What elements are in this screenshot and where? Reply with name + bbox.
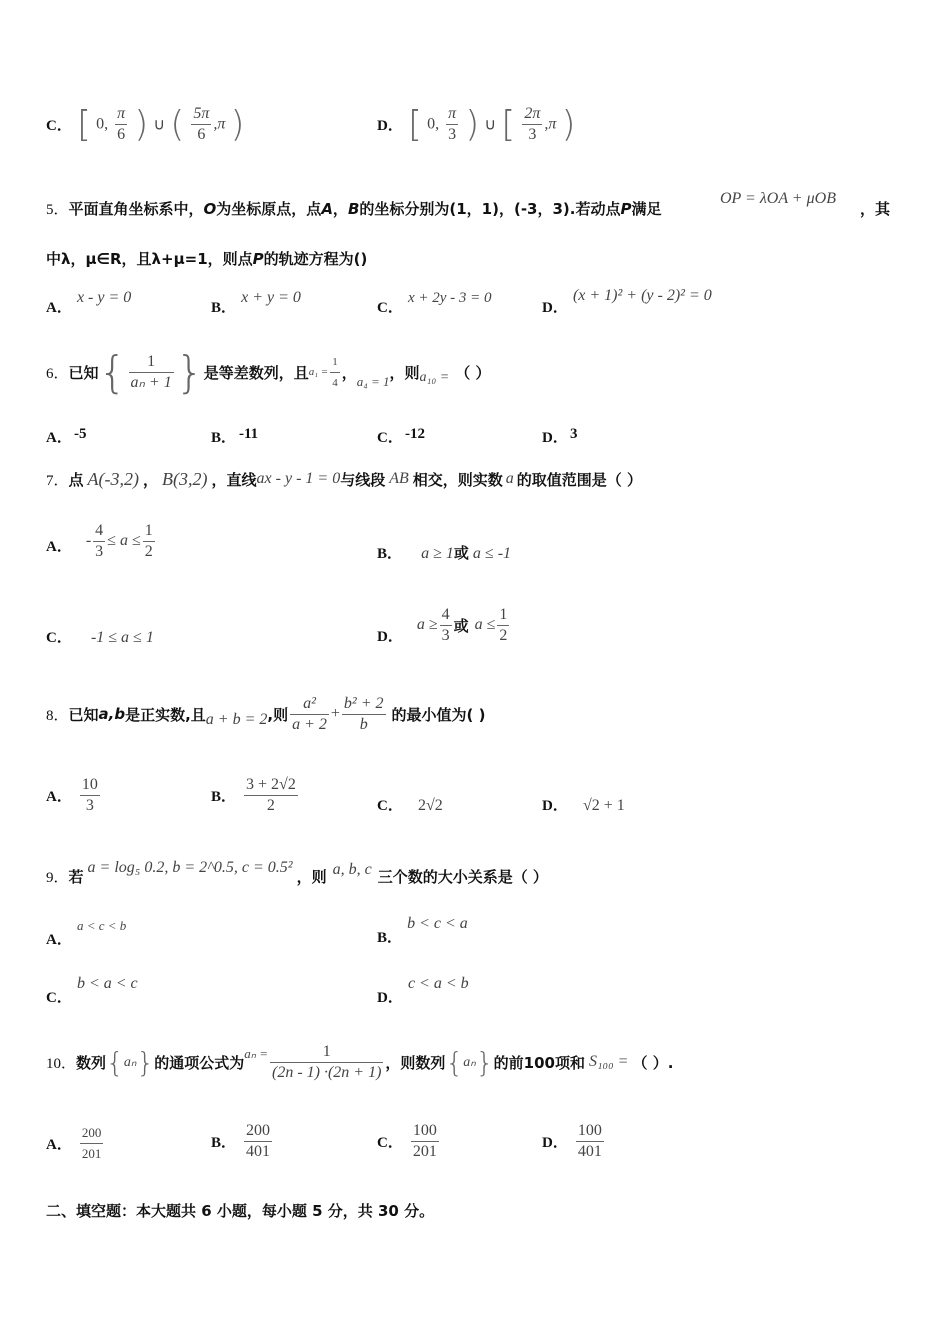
q7-option-a: A． - $\frac{4}{3}$ ≤ a ≤ $\frac{1}{2}$ — [46, 521, 153, 560]
option-label: C． — [46, 118, 72, 134]
fraction: $\frac{4}{3}$ — [441, 605, 450, 644]
fraction: $\frac{200}{401}$ — [246, 1121, 271, 1160]
q5-stem-tail: ，其 — [860, 200, 891, 218]
fraction: $\frac{\pi}{6}$ — [117, 105, 126, 143]
q5-vector-equation: OP = λOA + μOB — [720, 190, 836, 207]
q10-option-b: B． $\frac{200}{401}$ — [211, 1121, 271, 1160]
fraction: $\frac{100}{201}$ — [412, 1121, 437, 1160]
fraction: $\frac{5\pi}{6}$ — [193, 105, 210, 143]
q7-option-c: C． -1 ≤ a ≤ 1 — [46, 629, 154, 646]
q7-option-b: B． a ≥ 1或 a ≤ -1 — [377, 544, 512, 562]
fraction: $\frac{\text{b² + 2}}{b}$ — [343, 694, 384, 733]
fraction: $\frac{2\pi}{3}$ — [524, 105, 541, 143]
fraction: $\frac{100}{401}$ — [577, 1121, 602, 1160]
fraction: $\frac{1}{\text{aₙ + 1}}$ — [130, 352, 172, 391]
q5-option-d: D． (x + 1)² + (y - 2)² = 0 — [542, 287, 712, 316]
q5-stem-line1: 5．平面直角坐标系中，O为坐标原点，点A，B的坐标分别为(1，1)，(-3，3).若动点P满足 — [46, 200, 662, 218]
q8-option-d: D． √2 + 1 — [542, 797, 625, 814]
fraction: $\frac{200}{201}$ — [81, 1124, 102, 1161]
q5-option-c: C． x + 2y - 3 = 0 — [377, 290, 492, 316]
q8-stem: 8． 已知 a,b 是正实数,且 a + b = 2 ,则 $\frac{\text{a²}}{a + 2}$ + $\frac{\text{b² + 2}}{b}$ 的最小值为( ) — [46, 694, 486, 733]
q8-option-b: B． $\frac{3 + 2√2}{2}$ — [211, 775, 296, 814]
fraction: $\frac{\pi}{3}$ — [448, 105, 457, 143]
q9-option-a: A． a < c < b — [46, 918, 127, 948]
q10-stem: 10． 数列 { aₙ } 的通项公式为 aₙ = $\frac{1}{(2n - 1) \cdot(2n + 1)}$ ，则数列 { aₙ } 的前100项和 S₁₀₀ = （ ）. — [46, 1042, 674, 1081]
q4-option-c: C． [ 0, $\frac{\pi}{6}$ ) ∪ ( $\frac{5\pi}{6}$ ,π ) — [46, 104, 245, 145]
fraction: $\frac{3 + 2√2}{2}$ — [246, 775, 296, 814]
q9-option-d: D． c < a < b — [377, 975, 469, 1006]
q7-option-d: D． a ≥ $\frac{4}{3}$ 或 a ≤ $\frac{1}{2}$ — [377, 605, 508, 645]
fraction: $\frac{\text{a²}}{a + 2}$ — [292, 694, 327, 733]
q9-option-c: C． b < a < c — [46, 975, 138, 1006]
q10-option-d: D． $\frac{100}{401}$ — [542, 1121, 602, 1160]
bracket-left: [ — [76, 104, 91, 145]
option-label: D． — [377, 118, 403, 134]
section-heading-fill-in: 二、填空题：本大题共 6 小题，每小题 5 分，共 30 分。 — [46, 1202, 435, 1220]
q10-option-c: C． $\frac{100}{201}$ — [377, 1121, 437, 1160]
q9-stem: 9． 若 a = log₅ 0.2, b = 2^0.5, c = 0.5² ，则 a, b, c 三个数的大小关系是（ ） — [46, 859, 548, 886]
fraction: $\frac{1}{(2n - 1) \cdot(2n + 1)}$ — [271, 1042, 382, 1081]
q7-stem: 7． 点 A(-3,2) ， B(3,2) ，直线 ax - y - 1 = 0 与线段 AB 相交，则实数 a 的取值范围是（ ） — [46, 468, 642, 489]
q5-option-b: B． x + y = 0 — [211, 289, 301, 316]
fraction: $\frac{1}{4}$ — [330, 352, 340, 393]
fraction: $\frac{4}{3}$ — [95, 521, 104, 560]
fraction: $\frac{10}{3}$ — [81, 775, 98, 814]
q10-option-a: A． $\frac{200}{201}$ — [46, 1118, 105, 1168]
q5-option-a: A． x - y = 0 — [46, 289, 132, 316]
q6-stem: 6． 已知 { $\frac{1}{\text{aₙ + 1}}$ } 是等差数列，且 a₁ = $\frac{1}{4}$ ， a₄ = 1 ，则 a₁₀ = （ ） — [46, 346, 491, 398]
q4-option-d: D． [ 0, $\frac{\pi}{3}$ ) ∪ [ $\frac{2\pi}{3}$ ,π ) — [377, 104, 576, 145]
fraction: $\frac{1}{2}$ — [144, 521, 153, 560]
q8-option-c: C． 2√2 — [377, 797, 443, 814]
q5-stem-line2: 中λ，μ∈R，且λ+μ=1，则点P的轨迹方程为() — [46, 250, 368, 268]
q9-option-b: B． b < c < a — [377, 915, 468, 946]
q8-option-a: A． $\frac{10}{3}$ — [46, 775, 98, 814]
fraction: $\frac{1}{2}$ — [499, 605, 508, 644]
